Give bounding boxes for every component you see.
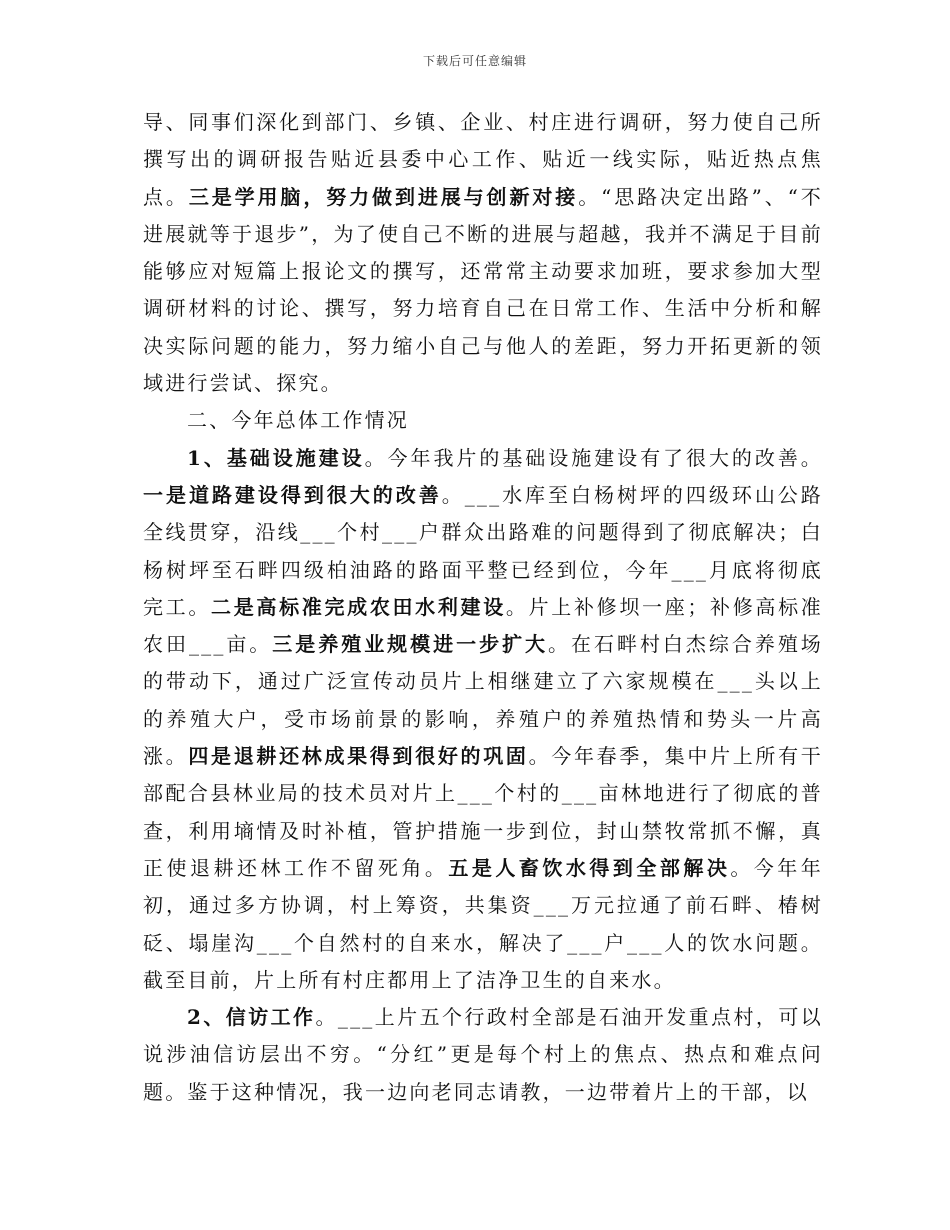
bold-run: 1、基础设施建设 <box>187 445 365 470</box>
bold-run: 三是学用脑，努力做到进展与创新对接 <box>188 184 579 209</box>
page-header: 下载后可任意编辑 <box>422 54 527 68</box>
paragraph-research <box>143 104 823 402</box>
bold-run: 一是道路建设得到很大的改善 <box>143 482 442 507</box>
paragraph-infrastructure <box>143 440 823 999</box>
text-run: 。“思路决定出路”、“不进展就等于退步”，为了使自己不断的进展与超越，我并不满足于目前能够应对短篇上报论文的撰写，还常常主动要求加班，要求参加大型调研材料的讨论、撰写，努力培育自己在日常工作、生活中分析和解决实际问题的能力，努力缩小自己与他人的差距，努力开拓更新的领域进行尝试、探究。 <box>143 184 824 396</box>
bold-run: 二是高标准完成农田水利建设 <box>211 594 506 619</box>
section-heading: 二、今年总体工作情况 <box>187 408 409 433</box>
text-run: 导、同事们深化到部门、乡镇、企业、村庄进行调研，努力使自己所撰写出的调研报告贴近县委中心工作、贴近一线实际，贴近热点焦点。 <box>143 110 823 209</box>
paragraph-petition <box>143 999 823 1111</box>
text-run: 。今年我片的基础设施建设有了很大的改善。 <box>364 445 823 470</box>
text-run: 。今年春季，集中片上所有干部配合县林业局的技术员对片上___个村的___亩林地进行了彻底的普查，利用墒情及时补植，管护措施一步到位，封山禁牧常抓不懈，真正使退耕还林工作不留死角。 <box>143 744 823 880</box>
text-run: 。片上补修坝一座；补修高标准农田___亩。 <box>143 594 823 657</box>
text-run: 。在石畔村白杰综合养殖场的带动下，通过广泛宣传动员片上相继建立了六家规模在___头以上的养殖大户，受市场前景的影响，养殖户的养殖热情和势头一片高涨。 <box>143 632 824 769</box>
bold-run: 三是养殖业规模进一步扩大 <box>272 632 549 657</box>
bold-run: 2、信访工作 <box>187 1005 316 1030</box>
text-run: 。今年年初，通过多方协调，村上筹资，共集资___万元拉通了前石畔、椿树砭、塌崖沟___个自然村的自来水，解决了___户___人的饮水问题。截至目前，片上所有村庄都用上了洁净卫生的自来水。 <box>143 855 823 992</box>
bold-run: 五是人畜饮水得到全部解决 <box>448 855 731 880</box>
document-body <box>143 104 823 1111</box>
text-run: 。___上片五个行政村全部是石油开发重点村，可以说涉油信访层出不穷。“分红”更是每个村上的焦点、热点和难点问题。鉴于这种情况，我一边向老同志请教，一边带着片上的干部，以 <box>143 1005 823 1104</box>
text-run: 。___水库至白杨树坪的四级环山公路全线贯穿，沿线___个村___户群众出路难的问题得到了彻底解决；白杨树坪至石畔四级柏油路的路面平整已经到位，今年___月底将彻底完工。 <box>143 482 823 619</box>
bold-run: 四是退耕还林成果得到很好的巩固 <box>188 744 529 769</box>
